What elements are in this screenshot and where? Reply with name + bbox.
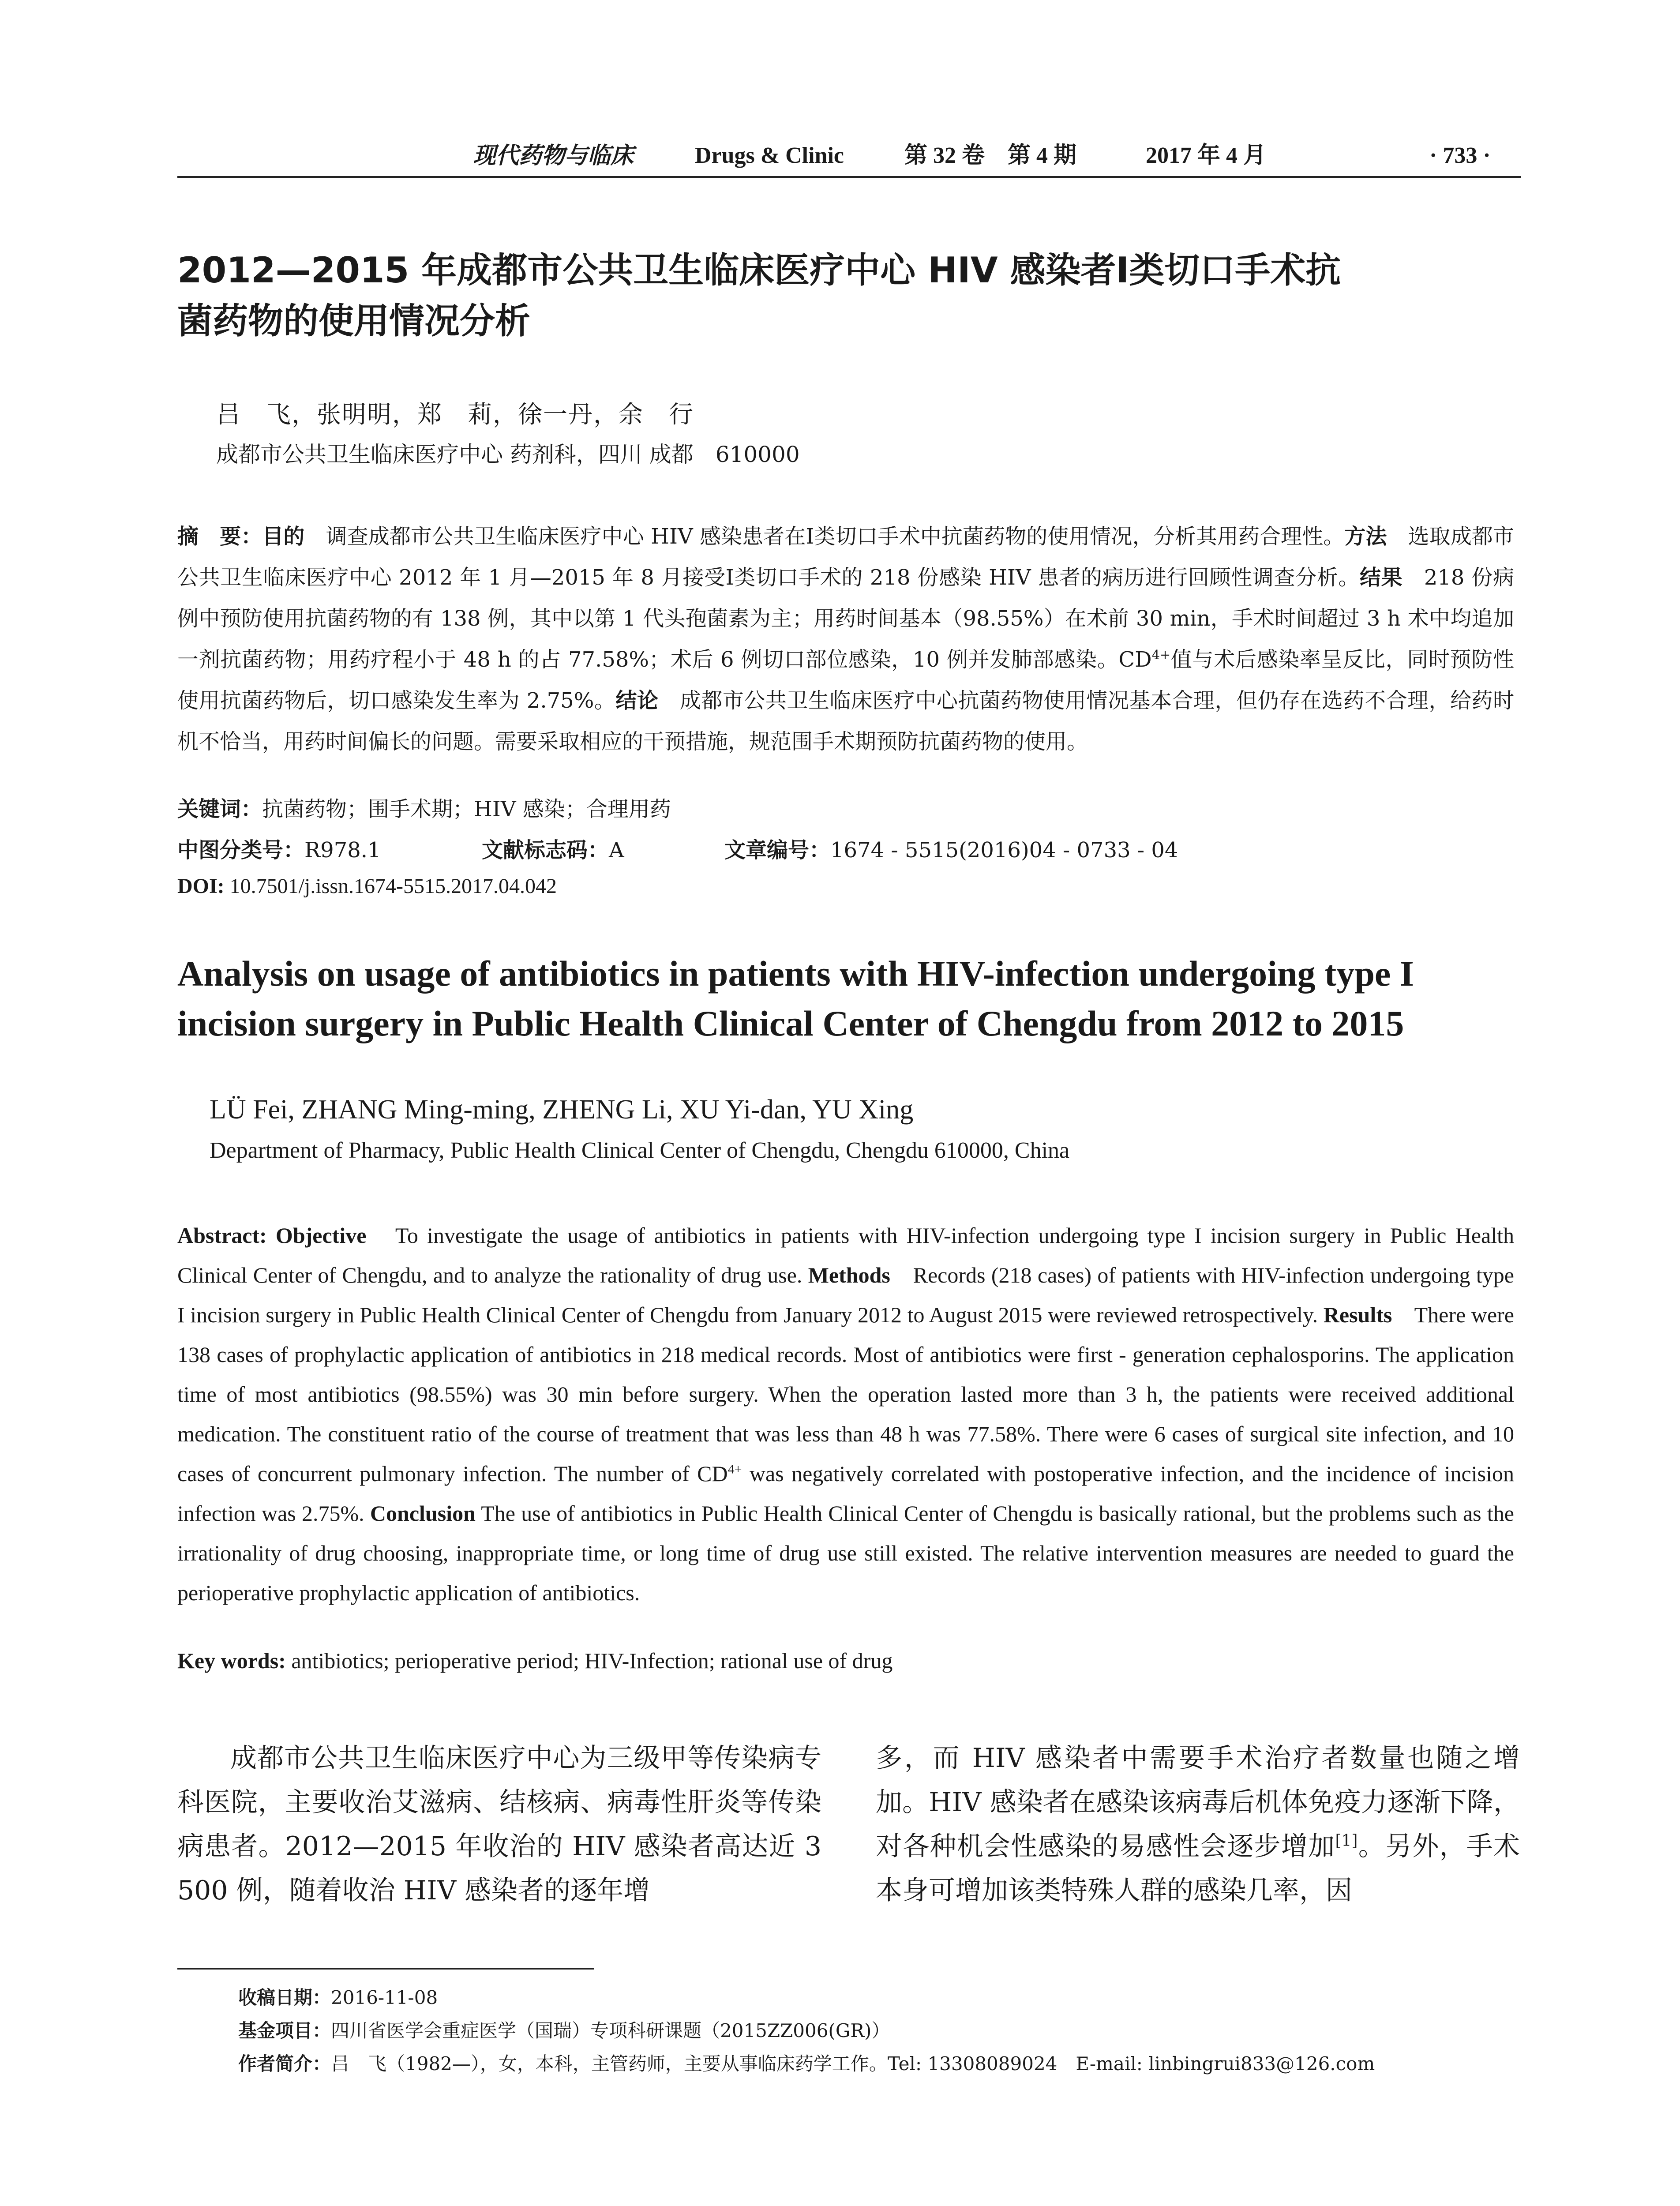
results-en-a: There were 138 cases of prophylactic application of antibiotics in 218 medical records. Most of antibiotics were first - generation cephalosporins. The application time of most antibiotics (98.55%) was 30 min before surgery. When the operation lasted more than 3 h, the patients were received additional medication. The constituent ratio of the course of treatment that was less than 48 h was 77.58%. There were 6 cases of surgical site infection, and 10 cases of concurrent pulmonary infection. The number of CD — [177, 1302, 1514, 1486]
footnote-author — [238, 2049, 1375, 2076]
received-label: 收稿日期： — [238, 1987, 331, 2008]
citation-ref-1[interactable]: [1] — [1335, 1832, 1358, 1850]
results-cn-label: 结果 — [1359, 565, 1403, 590]
title-en-line1: Analysis on usage of antibiotics in patients with HIV-infection undergoing type I — [177, 953, 1414, 994]
page-number: · 733 · — [1429, 143, 1491, 168]
keywords-en-label: Key words: — [177, 1648, 286, 1673]
abstract-en — [177, 1216, 1514, 1613]
publication-date: 2017 年 4 月 — [1146, 143, 1267, 168]
methods-cn-label: 方法 — [1344, 524, 1387, 549]
fund-label: 基金项目： — [238, 2020, 331, 2041]
doi-value[interactable]: 10.7501/j.issn.1674-5515.2017.04.042 — [224, 874, 557, 898]
methods-cn: 选取成都市公共卫生临床医疗中心 2012 年 1 月—2015 年 8 月接受Ⅰ类切口手术的 218 份感染 HIV 患者的病历进行回顾性调查分析。 — [177, 524, 1514, 590]
title-cn — [177, 245, 1501, 346]
author-bio-text: 吕 飞（1982—），女，本科，主管药师，主要从事临床药学工作。Tel: 13308089024 E-mail: linbingrui833@126.com — [331, 2053, 1375, 2075]
doc-code-label: 文献标志码： — [482, 838, 609, 863]
keywords-cn — [177, 792, 671, 822]
doi-label: DOI: — [177, 874, 225, 898]
keywords-cn-text: 抗菌药物；围手术期；HIV 感染；合理用药 — [262, 797, 671, 822]
abstract-cn-label: 摘 要： — [177, 524, 262, 549]
body-right-b: 。另外，手术本身可增加该类特殊人群的感染几率，因 — [876, 1831, 1520, 1906]
results-en-sup: 4+ — [728, 1462, 742, 1477]
abstract-cn — [177, 516, 1514, 762]
abstract-en-label: Abstract: Objective — [177, 1223, 367, 1248]
results-en-label: Results — [1323, 1302, 1392, 1327]
body-column-right — [876, 1736, 1520, 1913]
methods-en: Records (218 cases) of patients with HIV-infection undergoing type I incision surgery in Public Health Clinical Center of Chengdu from January 2012 to August 2015 were reviewed retrospectively. — [177, 1263, 1514, 1327]
keywords-en — [177, 1648, 892, 1673]
body-column-left: 成都市公共卫生临床医疗中心为三级甲等传染病专科医院，主要收治艾滋病、结核病、病毒性肝炎等传染病患者。2012—2015 年收治的 HIV 感染者高达近 3 500 例，随着收治 HIV 感染者的逐年增 — [177, 1743, 821, 1906]
results-cn-sup: 4+ — [1151, 647, 1171, 662]
journal-name-en: Drugs & Clinic — [695, 143, 844, 168]
footnote-fund — [238, 2016, 890, 2043]
title-en — [177, 949, 1523, 1048]
article-no-value: 1674 - 5515(2016)04 - 0733 - 04 — [830, 838, 1178, 863]
authors-cn: 吕 飞，张明明，郑 莉，徐一丹，余 行 — [216, 400, 694, 428]
affiliation-en: Department of Pharmacy, Public Health Clinical Center of Chengdu, Chengdu 610000, China — [210, 1138, 1070, 1163]
doi-row — [177, 874, 557, 898]
clc-label: 中图分类号： — [177, 838, 305, 863]
conclusion-en: The use of antibiotics in Public Health Clinical Center of Chengdu is basically rational, but the problems such as the irrationality of drug choosing, inappropriate time, or long time of drug use still existed. The relative intervention measures are needed to guard the perioperative prophylactic application of antibiotics. — [177, 1501, 1514, 1605]
results-cn-a: 218 份病例中预防使用抗菌药物的有 138 例，其中以第 1 代头孢菌素为主；用药时间基本（98.55%）在术前 30 min，手术时间超过 3 h 术中均追加一剂抗菌药物；用药疗程小于 48 h 的占 77.58%；术后 6 例切口部位感染，10 例并发肺部感染。CD — [177, 565, 1514, 672]
objective-cn: 调查成都市公共卫生临床医疗中心 HIV 感染患者在Ⅰ类切口手术中抗菌药物的使用情况，分析其用药合理性。 — [304, 524, 1345, 549]
keywords-cn-label: 关键词： — [177, 797, 262, 822]
conclusion-en-label: Conclusion — [370, 1501, 476, 1526]
objective-cn-label: 目的 — [262, 524, 305, 549]
fund-text: 四川省医学会重症医学（国瑞）专项科研课题（2015ZZ006(GR)） — [331, 2020, 890, 2041]
affiliation-cn: 成都市公共卫生临床医疗中心 药剂科，四川 成都 610000 — [216, 442, 800, 467]
footnote-received — [238, 1983, 438, 2010]
title-cn-line2: 菌药物的使用情况分析 — [177, 300, 530, 341]
results-cn-b: 值与术后感染率呈反比，同时预防性使用抗菌药物后，切口感染发生率为 2.75%。 — [177, 647, 1514, 713]
footnote-rule — [177, 1968, 594, 1970]
article-no-label: 文章编号： — [724, 838, 831, 863]
doc-code-value: A — [609, 838, 624, 863]
classification-row — [177, 833, 1178, 863]
authors-en: LÜ Fei, ZHANG Ming-ming, ZHENG Li, XU Yi-dan, YU Xing — [210, 1095, 914, 1125]
received-date: 2016-11-08 — [331, 1987, 438, 2008]
methods-en-label: Methods — [808, 1263, 890, 1287]
conclusion-cn: 成都市公共卫生临床医疗中心抗菌药物使用情况基本合理，但仍存在选药不合理，给药时机不恰当，用药时间偏长的问题。需要采取相应的干预措施，规范围手术期预防抗菌药物的使用。 — [177, 688, 1514, 754]
clc-value: R978.1 — [304, 838, 381, 863]
title-cn-line1: 2012—2015 年成都市公共卫生临床医疗中心 HIV 感染者Ⅰ类切口手术抗 — [177, 250, 1341, 291]
body-right-a: 多，而 HIV 感染者中需要手术治疗者数量也随之增加。HIV 感染者在感染该病毒后机体免疫力逐渐下降，对各种机会性感染的易感性会逐步增加 — [876, 1743, 1520, 1862]
results-en-b: was negatively correlated with postoperative infection, and the incidence of incision infection was 2.75%. — [177, 1461, 1514, 1526]
header-rule — [177, 176, 1521, 178]
volume-issue: 第 32 卷 第 4 期 — [904, 143, 1077, 168]
journal-name-cn: 现代药物与临床 — [473, 142, 634, 169]
title-en-line2: incision surgery in Public Health Clinical Center of Chengdu from 2012 to 2015 — [177, 1003, 1404, 1043]
conclusion-cn-label: 结论 — [615, 688, 659, 713]
author-bio-label: 作者简介： — [238, 2053, 331, 2075]
objective-en: To investigate the usage of antibiotics in patients with HIV-infection undergoing type I incision surgery in Public Health Clinical Center of Chengdu, and to analyze the rationality of drug use. — [177, 1223, 1514, 1287]
keywords-en-text: antibiotics; perioperative period; HIV-Infection; rational use of drug — [285, 1648, 893, 1673]
